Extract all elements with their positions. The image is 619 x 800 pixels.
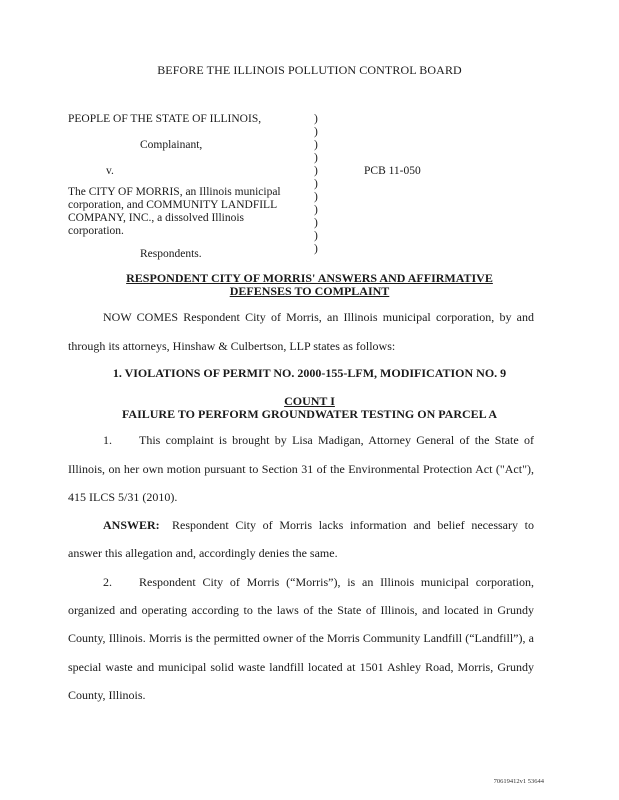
caption-parenthesis: ) [314, 178, 318, 190]
caption-parenthesis: ) [314, 165, 318, 177]
para-1-line-3: 415 ILCS 5/31 (2010). [68, 490, 178, 504]
caption-parenthesis: ) [314, 113, 318, 125]
caption-parenthesis: ) [314, 191, 318, 203]
caption-parenthesis-column [314, 113, 318, 256]
caption-versus: v. [106, 165, 114, 177]
para-1-line-2: Illinois, on her own motion pursuant to Section 31 of the Environmental Protection Act ("Act"), [68, 462, 534, 476]
para-1-number: 1. [103, 433, 112, 447]
intro-line-2: through its attorneys, Hinshaw & Culbertson, LLP states as follows: [68, 339, 396, 353]
caption-defendant-line-3: COMPANY, INC., a dissolved Illinois [68, 212, 245, 224]
document-footer-id: 70619412v1 53644 [493, 778, 544, 785]
caption-plaintiff: PEOPLE OF THE STATE OF ILLINOIS, [68, 113, 262, 125]
para-2-line-1: Respondent City of Morris (“Morris”), is an Illinois municipal corporation, [139, 575, 534, 589]
caption-defendant-line-1: The CITY OF MORRIS, an Illinois municipal [68, 186, 281, 198]
answer-1-line-2: answer this allegation and, accordingly denies the same. [68, 546, 338, 560]
caption-parenthesis: ) [314, 152, 318, 164]
document-title-line-1: RESPONDENT CITY OF MORRIS' ANSWERS AND AFFIRMATIVE [126, 271, 493, 285]
caption-respondents: Respondents. [140, 248, 202, 260]
caption-parenthesis: ) [314, 230, 318, 242]
para-2-line-5: County, Illinois. [68, 688, 146, 702]
caption-defendant-line-2: corporation, and COMMUNITY LANDFILL [68, 199, 278, 211]
count-title: FAILURE TO PERFORM GROUNDWATER TESTING ON PARCEL A [121, 407, 498, 421]
document-title-line-2: DEFENSES TO COMPLAINT [229, 284, 390, 298]
para-2-line-3: County, Illinois. Morris is the permitted owner of the Morris Community Landfill (“Landfill”), a [68, 631, 534, 645]
caption-parenthesis: ) [314, 217, 318, 229]
para-1-line-1: This complaint is brought by Lisa Madigan, Attorney General of the State of [139, 433, 534, 447]
caption-defendant-line-4: corporation. [68, 225, 124, 237]
court-title: BEFORE THE ILLINOIS POLLUTION CONTROL BOARD [157, 63, 462, 77]
intro-line-1: NOW COMES Respondent City of Morris, an Illinois municipal corporation, by and [103, 310, 534, 324]
section-heading: 1. VIOLATIONS OF PERMIT NO. 2000-155-LFM, MODIFICATION NO. 9 [112, 366, 507, 380]
para-2-number: 2. [103, 575, 112, 589]
para-2-line-2: organized and operating according to the laws of the State of Illinois, and located in Grundy [68, 603, 534, 617]
case-number: PCB 11-050 [364, 165, 421, 177]
caption-parenthesis: ) [314, 126, 318, 138]
answer-1-label: ANSWER: [103, 518, 160, 532]
caption-parenthesis: ) [314, 139, 318, 151]
count-label: COUNT I [284, 394, 335, 408]
caption-parenthesis: ) [314, 243, 318, 255]
caption-parenthesis: ) [314, 204, 318, 216]
answer-1-line-1: Respondent City of Morris lacks information and belief necessary to [172, 518, 534, 532]
para-2-line-4: special waste and municipal solid waste landfill located at 1501 Ashley Road, Morris, Grundy [68, 660, 534, 674]
caption-complainant: Complainant, [140, 139, 203, 151]
